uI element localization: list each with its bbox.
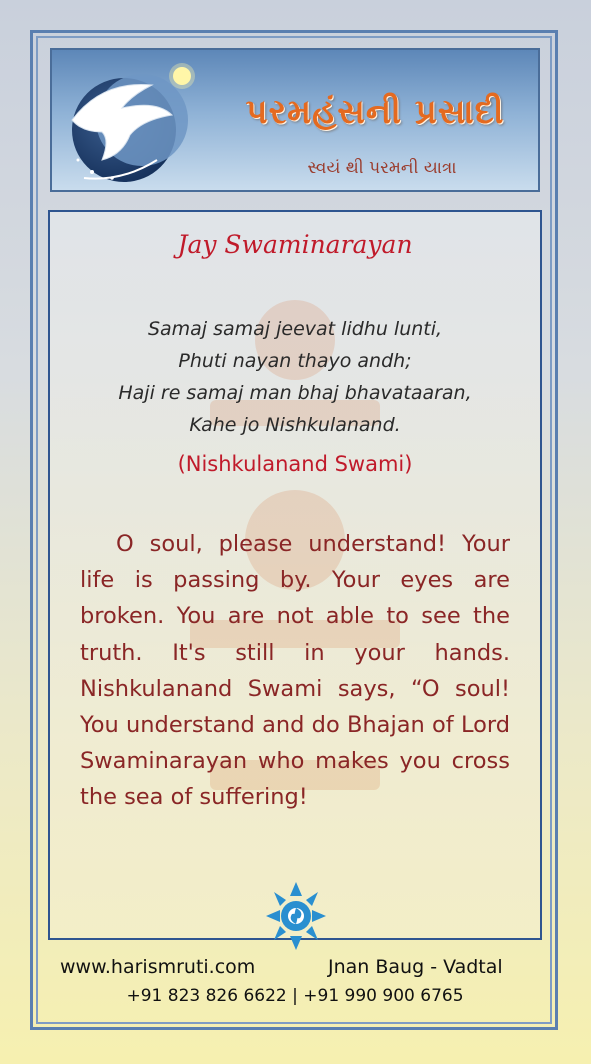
website-link[interactable]: www.harismruti.com — [60, 956, 256, 978]
greeting-heading: Jay Swaminarayan — [177, 230, 413, 259]
header-banner — [50, 48, 540, 192]
verse-line: Samaj samaj jeevat lidhu lunti, — [147, 318, 443, 340]
verse-author: (Nishkulanand Swami) — [177, 452, 413, 476]
verse-line: Phuti nayan thayo andh; — [178, 350, 412, 372]
phone-numbers: +91 823 826 6622 | +91 990 900 6765 — [126, 986, 464, 1006]
location-text: Jnan Baug - Vadtal — [328, 956, 503, 978]
dove-moon-logo-icon — [62, 60, 212, 186]
banner-title: પરમહંસની પ્રસાદી — [245, 92, 505, 132]
translation-paragraph: O soul, please understand! Your life is passing by. Your eyes are broken. You are not able to see the truth. It's still in your hands. Nishkulanand Swami says, “O soul! You understand and do Bhajan of Lord Swaminarayan who makes you cross the sea of suffering! — [80, 531, 510, 811]
verse-line: Haji re samaj man bhaj bhavataaran, — [118, 382, 472, 404]
banner-subtitle: સ્વયં થી પરમની યાત્રા — [307, 158, 457, 178]
verse-line: Kahe jo Nishkulanand. — [189, 414, 401, 436]
swaminarayan-emblem-icon — [262, 878, 330, 954]
